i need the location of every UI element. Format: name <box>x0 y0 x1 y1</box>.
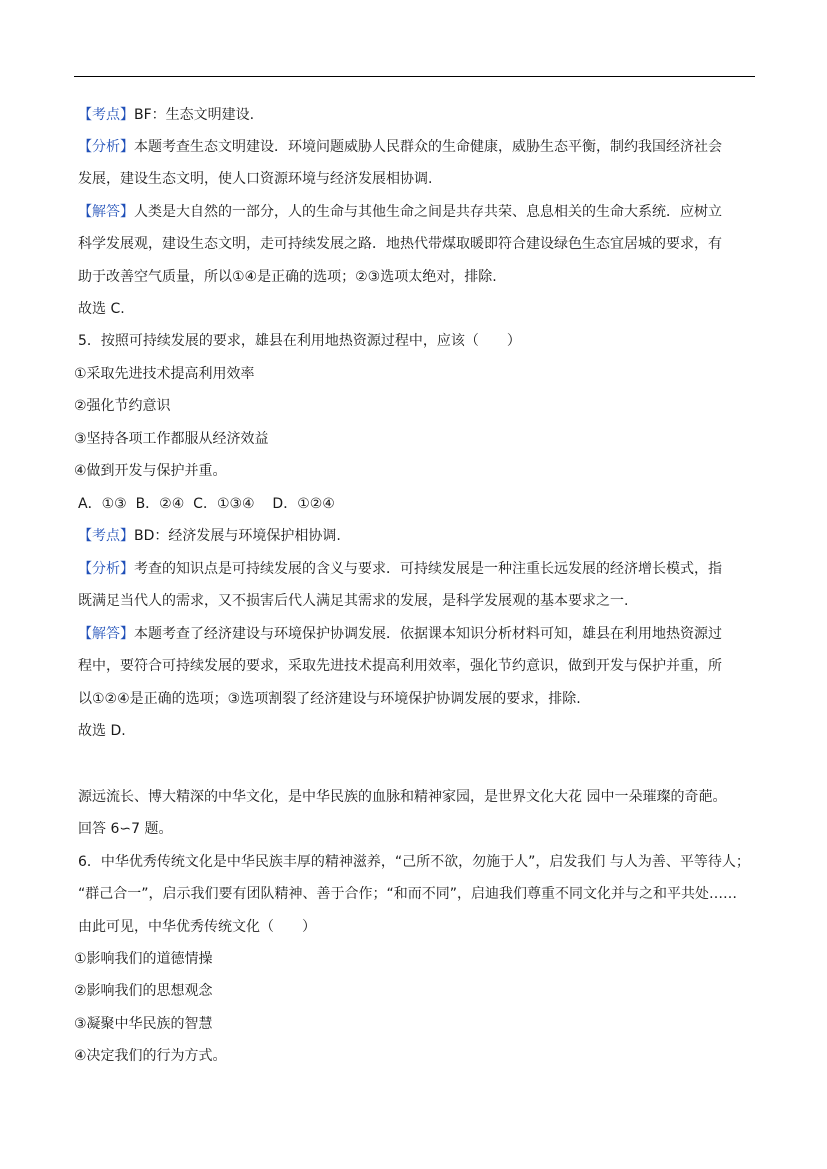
kaodian-tag: 【考点】 <box>78 107 134 123</box>
q4-jieda-line-1 <box>78 202 722 222</box>
q6-item-2: ②影响我们的思想观念 <box>74 983 213 999</box>
q5-stem: 5．按照可持续发展的要求，雄县在利用地热资源过程中，应该（ ） <box>78 333 521 349</box>
q6-stem-line-1: 6．中华优秀传统文化是中华民族丰厚的精神滋养，“己所不欲，勿施于人”，启发我们 与人为善、平等待人； <box>78 854 750 870</box>
q6-item-1: ①影响我们的道德情操 <box>74 951 213 967</box>
q5-kaodian-text: BD：经济发展与环境保护相协调. <box>134 528 341 544</box>
fenxi-tag: 【分析】 <box>78 561 134 577</box>
q5-options: A．①③ B．②④ C．①③④ D．①②④ <box>78 496 335 512</box>
intro-line-1: 源远流长、博大精深的中华文化，是中华民族的血脉和精神家园，是世界文化大花 园中一朵璀璨的奇葩。 <box>78 789 727 805</box>
q5-item-2: ②强化节约意识 <box>74 398 171 414</box>
q5-kaodian <box>78 526 341 546</box>
jieda-tag: 【解答】 <box>78 204 134 220</box>
q4-fenxi-line-2: 发展，建设生态文明，使人口资源环境与经济发展相协调. <box>78 171 433 187</box>
q5-jieda-line-3: 以①②④是正确的选项；③选项割裂了经济建设与环境保护协调发展的要求，排除. <box>78 691 581 707</box>
q5-jieda-line-1 <box>78 624 722 644</box>
header-rule <box>74 76 755 77</box>
q4-fenxi-line-1 <box>78 137 722 157</box>
q5-fenxi-line-2: 既满足当代人的需求，又不损害后代人满足其需求的发展，是科学发展观的基本要求之一. <box>78 593 629 609</box>
fenxi-tag: 【分析】 <box>78 139 134 155</box>
q5-jieda-line-2: 程中，要符合可持续发展的要求，采取先进技术提高利用效率，强化节约意识，做到开发与保护并重，所 <box>78 658 722 674</box>
kaodian-tag: 【考点】 <box>78 528 134 544</box>
q6-item-4: ④决定我们的行为方式。 <box>74 1048 227 1064</box>
q5-answer: 故选 D. <box>78 723 126 739</box>
q4-answer: 故选 C. <box>78 301 125 317</box>
q5-item-3: ③坚持各项工作都服从经济效益 <box>74 431 269 447</box>
q4-kaodian-text: BF：生态文明建设. <box>134 107 255 123</box>
q4-kaodian <box>78 105 254 125</box>
q4-fenxi-text-1: 本题考查生态文明建设．环境问题威胁人民群众的生命健康，威胁生态平衡，制约我国经济社会 <box>134 139 722 155</box>
q5-fenxi-text-1: 考查的知识点是可持续发展的含义与要求．可持续发展是一种注重长远发展的经济增长模式，指 <box>134 561 722 577</box>
q4-jieda-text-1: 人类是大自然的一部分，人的生命与其他生命之间是共存共荣、息息相关的生命大系统．应树立 <box>134 204 722 220</box>
q6-item-3: ③凝聚中华民族的智慧 <box>74 1016 213 1032</box>
jieda-tag: 【解答】 <box>78 626 134 642</box>
q5-item-1: ①采取先进技术提高利用效率 <box>74 366 255 382</box>
q6-stem-line-2: “群己合一”，启示我们要有团队精神、善于合作；“和而不同”，启迪我们尊重不同文化并与之和平共处…… <box>78 886 738 902</box>
q6-stem-line-3: 由此可见，中华优秀传统文化（ ） <box>78 919 316 935</box>
q5-item-4: ④做到开发与保护并重。 <box>74 463 227 479</box>
intro-line-2: 回答 6∽7 题。 <box>78 821 173 837</box>
q4-jieda-line-3: 助于改善空气质量，所以①④是正确的选项；②③选项太绝对，排除. <box>78 269 497 285</box>
q5-jieda-text-1: 本题考查了经济建设与环境保护协调发展．依据课本知识分析材料可知，雄县在利用地热资源过 <box>134 626 722 642</box>
q5-fenxi-line-1 <box>78 559 722 579</box>
q4-jieda-line-2: 科学发展观，建设生态文明，走可持续发展之路．地热代带煤取暖即符合建设绿色生态宜居城的要求，有 <box>78 236 722 252</box>
